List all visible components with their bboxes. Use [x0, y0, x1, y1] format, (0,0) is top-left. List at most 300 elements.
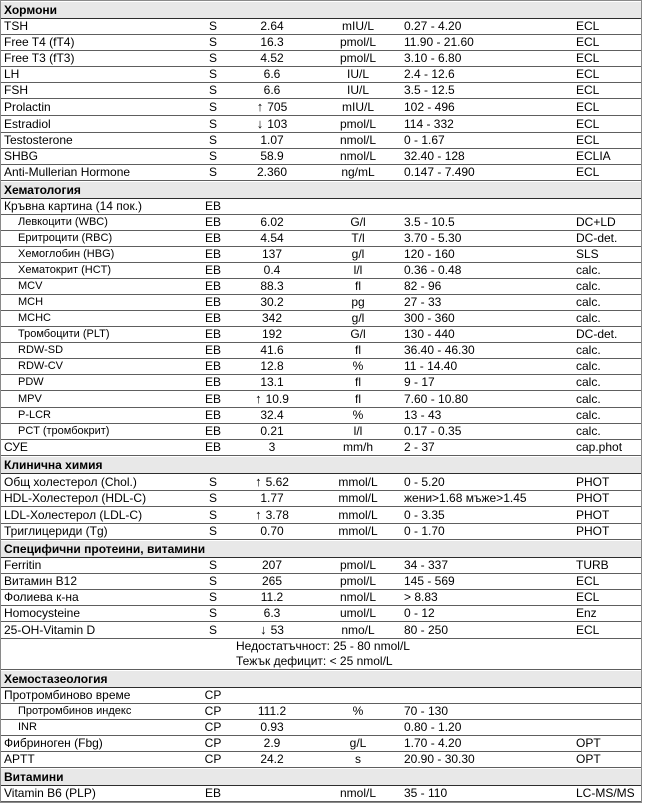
result-row [1, 606, 641, 622]
sample-type-cell: CP [198, 704, 228, 720]
result-row [1, 752, 641, 768]
reference-range-cell: 0 - 3.35 [400, 507, 556, 524]
method-cell [556, 199, 641, 215]
method-cell: TURB [556, 558, 641, 574]
result-value: 137 [261, 247, 283, 261]
reference-range-cell: 2.4 - 12.6 [400, 67, 556, 83]
method-cell: calc. [556, 375, 641, 391]
result-row [1, 558, 641, 574]
unit-cell: nmo/L [316, 622, 400, 639]
result-value: 30.2 [260, 295, 284, 309]
unit-cell: ng/mL [316, 165, 400, 181]
result-value-cell [228, 35, 316, 51]
sample-type-cell: S [198, 35, 228, 51]
unit-cell [316, 720, 400, 736]
analyte-name-cell: Free T3 (fT3) [1, 51, 198, 67]
unit-cell: IU/L [316, 83, 400, 99]
section-title: Клинична химия [1, 456, 641, 474]
method-cell: SLS [556, 247, 641, 263]
result-value: 0.70 [260, 524, 284, 538]
unit-cell: l/l [316, 263, 400, 279]
result-value: 0.21 [260, 424, 284, 438]
method-cell: OPT [556, 752, 641, 768]
result-value-cell [228, 116, 316, 133]
method-cell: ECL [556, 116, 641, 133]
sample-type-cell: CP [198, 736, 228, 752]
reference-range-cell: > 8.83 [400, 590, 556, 606]
sample-type-cell: CP [198, 752, 228, 768]
result-value: 103 [267, 117, 288, 131]
unit-cell: l/l [316, 424, 400, 440]
result-row [1, 231, 641, 247]
reference-range-cell: 82 - 96 [400, 279, 556, 295]
reference-range-cell: 11 - 14.40 [400, 359, 556, 375]
reference-range-cell: 0.36 - 0.48 [400, 263, 556, 279]
analyte-name-cell: Протромбиново време [1, 688, 198, 704]
result-row [1, 491, 641, 507]
sample-type-cell: S [198, 474, 228, 491]
reference-range-cell: 7.60 - 10.80 [400, 391, 556, 408]
result-value: 10.9 [265, 392, 289, 406]
result-row [1, 133, 641, 149]
method-cell: DC-det. [556, 231, 641, 247]
method-cell: ECL [556, 51, 641, 67]
section-header-row [1, 1, 641, 19]
section-header-row [1, 181, 641, 199]
result-row [1, 786, 641, 802]
result-row [1, 99, 641, 116]
analyte-name-cell: FSH [1, 83, 198, 99]
sample-type-cell: S [198, 133, 228, 149]
result-value: 1.77 [260, 491, 284, 505]
section-title: Хемостазеология [1, 670, 641, 688]
analyte-name-cell: Хемоглобин (HBG) [1, 247, 198, 263]
result-value-cell [228, 720, 316, 736]
note-row [1, 639, 641, 670]
reference-range-cell: 114 - 332 [400, 116, 556, 133]
analyte-name-cell: RDW-SD [1, 343, 198, 359]
result-value-cell [228, 474, 316, 491]
result-value-cell [228, 558, 316, 574]
result-row [1, 507, 641, 524]
method-cell: ECL [556, 99, 641, 116]
result-value: 32.4 [260, 408, 284, 422]
unit-cell: g/l [316, 247, 400, 263]
analyte-name-cell: PCT (тромбокрит) [1, 424, 198, 440]
sample-type-cell: S [198, 491, 228, 507]
result-row [1, 720, 641, 736]
result-value-cell [228, 786, 316, 802]
result-value: 6.02 [260, 215, 284, 229]
sample-type-cell: ЕВ [198, 440, 228, 456]
sample-type-cell: S [198, 574, 228, 590]
method-cell: DC-det. [556, 327, 641, 343]
analyte-name-cell: Тромбоцити (PLT) [1, 327, 198, 343]
result-value: 41.6 [260, 343, 284, 357]
result-value: 0.93 [260, 720, 284, 734]
analyte-name-cell: Левкоцити (WBC) [1, 215, 198, 231]
result-value: 13.1 [260, 375, 284, 389]
result-value: 12.8 [260, 359, 284, 373]
result-value: 6.3 [263, 606, 281, 620]
sample-type-cell: S [198, 558, 228, 574]
result-value: 5.62 [265, 475, 289, 489]
result-value-cell [228, 99, 316, 116]
result-row [1, 51, 641, 67]
analyte-name-cell: Фолиева к-на [1, 590, 198, 606]
unit-cell: fl [316, 391, 400, 408]
result-row [1, 165, 641, 181]
result-row [1, 375, 641, 391]
result-row [1, 116, 641, 133]
analyte-name-cell: Vitamin B6 (PLP) [1, 786, 198, 802]
method-cell: OPT [556, 736, 641, 752]
sample-type-cell: ЕВ [198, 408, 228, 424]
reference-range-cell: 9 - 17 [400, 375, 556, 391]
result-value-cell [228, 752, 316, 768]
result-value: 53 [270, 623, 284, 637]
unit-cell: % [316, 359, 400, 375]
sample-type-cell: S [198, 19, 228, 35]
arrow-up-icon: ↑ [256, 99, 264, 114]
unit-cell: mmol/L [316, 474, 400, 491]
analyte-name-cell: Триглицериди (Tg) [1, 524, 198, 540]
result-value-cell [228, 247, 316, 263]
result-value-cell [228, 19, 316, 35]
method-cell: calc. [556, 311, 641, 327]
result-value-cell [228, 507, 316, 524]
result-value: 265 [261, 574, 283, 588]
method-cell: LC-MS/MS [556, 786, 641, 802]
sample-type-cell: S [198, 51, 228, 67]
unit-cell: G/l [316, 215, 400, 231]
sample-type-cell: ЕВ [198, 215, 228, 231]
result-value-cell [228, 263, 316, 279]
unit-cell: fl [316, 375, 400, 391]
result-value-cell [228, 359, 316, 375]
unit-cell: IU/L [316, 67, 400, 83]
unit-cell: mmol/L [316, 491, 400, 507]
unit-cell: pmol/L [316, 51, 400, 67]
reference-range-cell: жени>1.68 мъже>1.45 [400, 491, 556, 507]
result-value-cell [228, 524, 316, 540]
analyte-name-cell: SHBG [1, 149, 198, 165]
result-value-cell [228, 279, 316, 295]
result-value-cell [228, 231, 316, 247]
result-value: 192 [261, 327, 283, 341]
method-cell: calc. [556, 279, 641, 295]
unit-cell: nmol/L [316, 786, 400, 802]
analyte-name-cell: Testosterone [1, 133, 198, 149]
result-value-cell [228, 67, 316, 83]
sample-type-cell: S [198, 116, 228, 133]
result-value-cell [228, 51, 316, 67]
sample-type-cell: ЕВ [198, 263, 228, 279]
reference-range-cell: 0.80 - 1.20 [400, 720, 556, 736]
method-cell: ECL [556, 67, 641, 83]
analyte-name-cell: TSH [1, 19, 198, 35]
sample-type-cell [198, 639, 228, 670]
result-row [1, 474, 641, 491]
arrow-up-icon: ↑ [255, 507, 262, 522]
result-row [1, 359, 641, 375]
unit-cell: pmol/L [316, 574, 400, 590]
reference-range-cell: 13 - 43 [400, 408, 556, 424]
sample-type-cell: ЕВ [198, 199, 228, 215]
result-row [1, 67, 641, 83]
method-cell: ECL [556, 35, 641, 51]
unit-cell: pmol/L [316, 35, 400, 51]
unit-cell: nmol/L [316, 149, 400, 165]
method-cell: ECL [556, 19, 641, 35]
section-header-row [1, 456, 641, 474]
result-row [1, 391, 641, 408]
result-value: 705 [267, 100, 288, 114]
section-header-row [1, 670, 641, 688]
unit-cell: nmol/L [316, 133, 400, 149]
reference-range-cell: 0.147 - 7.490 [400, 165, 556, 181]
reference-range-cell: 0 - 5.20 [400, 474, 556, 491]
unit-cell: % [316, 408, 400, 424]
section-title: Специфични протеини, витамини [1, 540, 641, 558]
unit-cell: s [316, 752, 400, 768]
reference-range-cell: 102 - 496 [400, 99, 556, 116]
analyte-name-cell: HDL-Холестерол (HDL-C) [1, 491, 198, 507]
sample-type-cell: ЕВ [198, 424, 228, 440]
analyte-name-cell: LDL-Холестерол (LDL-C) [1, 507, 198, 524]
result-value-cell [228, 704, 316, 720]
method-cell [556, 720, 641, 736]
sample-type-cell: S [198, 507, 228, 524]
result-value-cell [228, 491, 316, 507]
reference-range-cell: 3.5 - 12.5 [400, 83, 556, 99]
result-value: 2.360 [256, 165, 288, 179]
analyte-name-cell: Ferritin [1, 558, 198, 574]
reference-range-cell: 34 - 337 [400, 558, 556, 574]
reference-range-cell: 32.40 - 128 [400, 149, 556, 165]
unit-cell: fl [316, 343, 400, 359]
sample-type-cell: S [198, 149, 228, 165]
method-cell: PHOT [556, 474, 641, 491]
method-cell: ECL [556, 590, 641, 606]
result-value-cell [228, 83, 316, 99]
unit-cell: T/l [316, 231, 400, 247]
analyte-name-cell: MCHC [1, 311, 198, 327]
section-title: Хормони [1, 1, 641, 19]
result-row [1, 83, 641, 99]
unit-cell: pg [316, 295, 400, 311]
result-value-cell [228, 215, 316, 231]
unit-cell: g/L [316, 736, 400, 752]
reference-note-cell [228, 639, 641, 670]
result-value: 16.3 [260, 35, 284, 49]
unit-cell: nmol/L [316, 590, 400, 606]
reference-range-cell: 27 - 33 [400, 295, 556, 311]
sample-type-cell: S [198, 590, 228, 606]
sample-type-cell: CP [198, 688, 228, 704]
result-value-cell [228, 295, 316, 311]
reference-range-cell: 0.27 - 4.20 [400, 19, 556, 35]
method-cell: ECL [556, 574, 641, 590]
arrow-down-icon: ↓ [256, 116, 264, 131]
analyte-name-cell: MCV [1, 279, 198, 295]
sample-type-cell: S [198, 83, 228, 99]
method-cell: calc. [556, 263, 641, 279]
unit-cell: G/l [316, 327, 400, 343]
analyte-name-cell: RDW-CV [1, 359, 198, 375]
result-row [1, 311, 641, 327]
unit-cell: mmol/L [316, 507, 400, 524]
reference-range-cell: 300 - 360 [400, 311, 556, 327]
sample-type-cell: ЕВ [198, 247, 228, 263]
result-value-cell [228, 688, 316, 704]
analyte-name-cell: Общ холестерол (Chol.) [1, 474, 198, 491]
analyte-name-cell: Homocysteine [1, 606, 198, 622]
reference-range-cell: 70 - 130 [400, 704, 556, 720]
reference-range-cell: 35 - 110 [400, 786, 556, 802]
reference-range-cell: 3.10 - 6.80 [400, 51, 556, 67]
result-value-cell [228, 133, 316, 149]
analyte-name-cell: PDW [1, 375, 198, 391]
arrow-up-icon: ↑ [255, 391, 262, 406]
result-value: 88.3 [260, 279, 284, 293]
unit-cell: mIU/L [316, 19, 400, 35]
result-value: 1.07 [260, 133, 284, 147]
method-cell: DC+LD [556, 215, 641, 231]
method-cell [556, 704, 641, 720]
reference-range-cell: 1.70 - 4.20 [400, 736, 556, 752]
analyte-name-cell: Фибриноген (Fbg) [1, 736, 198, 752]
result-value-cell [228, 590, 316, 606]
result-value-cell [228, 622, 316, 639]
analyte-name-cell: Estradiol [1, 116, 198, 133]
result-value-cell [228, 736, 316, 752]
method-cell: calc. [556, 391, 641, 408]
result-value: 3.78 [265, 508, 289, 522]
sample-type-cell: ЕВ [198, 375, 228, 391]
method-cell: calc. [556, 424, 641, 440]
reference-range-cell: 0.17 - 0.35 [400, 424, 556, 440]
unit-cell: fl [316, 279, 400, 295]
result-value-cell [228, 408, 316, 424]
reference-note-line: Недостатъчност: 25 - 80 nmol/L [236, 639, 410, 653]
reference-range-cell: 3.5 - 10.5 [400, 215, 556, 231]
sample-type-cell: ЕВ [198, 359, 228, 375]
result-value: 207 [261, 558, 283, 572]
method-cell: ECLIA [556, 149, 641, 165]
result-value: 2.9 [263, 736, 281, 750]
unit-cell: mmol/L [316, 524, 400, 540]
result-row [1, 279, 641, 295]
unit-cell: umol/L [316, 606, 400, 622]
method-cell: PHOT [556, 507, 641, 524]
result-value-cell [228, 165, 316, 181]
unit-cell: % [316, 704, 400, 720]
unit-cell [316, 688, 400, 704]
result-value: 3 [268, 440, 276, 454]
analyte-name-cell: СУЕ [1, 440, 198, 456]
result-row [1, 149, 641, 165]
method-cell [556, 688, 641, 704]
analyte-name-cell: Хематокрит (HCT) [1, 263, 198, 279]
method-cell: calc. [556, 343, 641, 359]
method-cell: ECL [556, 83, 641, 99]
method-cell: calc. [556, 408, 641, 424]
sample-type-cell: ЕВ [198, 786, 228, 802]
unit-cell: pmol/L [316, 558, 400, 574]
sample-type-cell: S [198, 165, 228, 181]
result-value-cell [228, 199, 316, 215]
result-value: 58.9 [260, 149, 284, 163]
reference-range-cell: 36.40 - 46.30 [400, 343, 556, 359]
analyte-name-cell: Протромбинов индекс [1, 704, 198, 720]
result-row [1, 524, 641, 540]
result-value: 111.2 [257, 704, 287, 718]
result-value-cell [228, 343, 316, 359]
analyte-name-cell: Кръвна картина (14 пок.) [1, 199, 198, 215]
method-cell: PHOT [556, 524, 641, 540]
method-cell: Enz [556, 606, 641, 622]
result-value-cell [228, 606, 316, 622]
sample-type-cell: S [198, 606, 228, 622]
result-row [1, 327, 641, 343]
result-row [1, 736, 641, 752]
section-header-row [1, 540, 641, 558]
analyte-name-cell: 25-OH-Vitamin D [1, 622, 198, 639]
result-row [1, 424, 641, 440]
method-cell: ECL [556, 165, 641, 181]
method-cell: cap.phot [556, 440, 641, 456]
result-row [1, 35, 641, 51]
reference-range-cell: 130 - 440 [400, 327, 556, 343]
result-value-cell [228, 327, 316, 343]
sample-type-cell: ЕВ [198, 295, 228, 311]
reference-range-cell: 11.90 - 21.60 [400, 35, 556, 51]
unit-cell [316, 199, 400, 215]
method-cell: PHOT [556, 491, 641, 507]
arrow-up-icon: ↑ [255, 474, 262, 489]
sample-type-cell: ЕВ [198, 343, 228, 359]
reference-range-cell: 0 - 12 [400, 606, 556, 622]
reference-range-cell: 0 - 1.70 [400, 524, 556, 540]
reference-range-cell [400, 688, 556, 704]
analyte-name-cell: Anti-Mullerian Hormone [1, 165, 198, 181]
result-value-cell [228, 391, 316, 408]
result-value: 4.54 [260, 231, 284, 245]
result-value: 2.64 [260, 19, 284, 33]
result-row [1, 704, 641, 720]
reference-range-cell: 0 - 1.67 [400, 133, 556, 149]
analyte-name-cell: INR [1, 720, 198, 736]
section-title: Витамини [1, 768, 641, 786]
unit-cell: g/l [316, 311, 400, 327]
unit-cell: pmol/L [316, 116, 400, 133]
reference-range-cell: 3.70 - 5.30 [400, 231, 556, 247]
result-value-cell [228, 574, 316, 590]
result-value: 6.6 [263, 83, 281, 97]
section-title: Хематология [1, 181, 641, 199]
result-row [1, 622, 641, 639]
result-value-cell [228, 440, 316, 456]
analyte-name-cell: MPV [1, 391, 198, 408]
result-value-cell [228, 424, 316, 440]
method-cell: calc. [556, 295, 641, 311]
reference-range-cell: 120 - 160 [400, 247, 556, 263]
reference-range-cell [400, 199, 556, 215]
result-row [1, 343, 641, 359]
result-value: 342 [261, 311, 283, 325]
result-value: 6.6 [263, 67, 281, 81]
